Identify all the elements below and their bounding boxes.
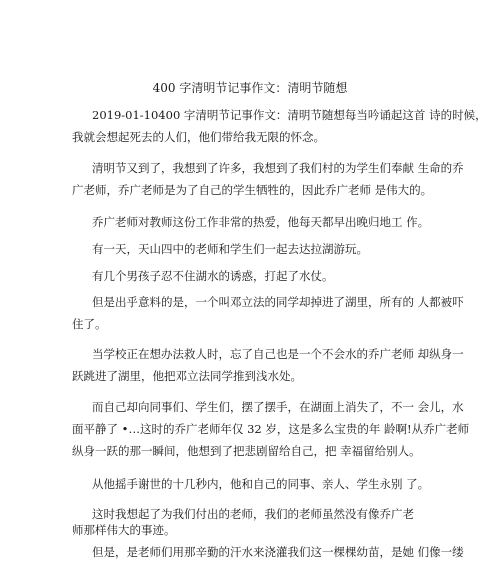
paragraph-10 (72, 506, 432, 538)
paragraph-line: 跃跳进了湖里，他把邓立法同学推到浅水处。 (72, 369, 302, 383)
paragraph-line: 这时我想起了为我们付出的老师，我们的老师虽然没有像乔广老 (92, 507, 414, 521)
paragraph-8 (72, 396, 470, 462)
paragraph-line: 广老师，乔广老师是为了自己的学生牺牲的，因此乔广老师 是伟大的。 (72, 183, 433, 197)
paragraph-line: 当学校正在想办法救人时，忘了自己也是一个不会水的乔广老师 却纵身一 (92, 347, 464, 361)
paragraph-line: 我就会想起死去的人们，他们带给我无限的怀念。 (72, 130, 325, 144)
paragraph-line: 乔广老师对教师这份工作非常的热爱，他每天都早出晚归地工 作。 (92, 215, 430, 229)
paragraph-line: 清明节又到了，我想到了许多，我想到了我们村的为学生们奉献 生命的乔 (92, 161, 464, 175)
paragraph-1 (72, 104, 487, 148)
paragraph-line: 有几个男孩子忍不住湖水的诱惑，打起了水仗。 (92, 269, 334, 283)
paragraph-3 (72, 211, 432, 233)
paragraph-line: 但是出乎意料的是，一个叫邓立法的同学却掉进了湖里，所有的 人都被吓 (92, 295, 464, 309)
paragraph-line: 面平静了 •…这时的乔广老师年仅 32 岁，这是多么宝贵的年 龄啊!从乔广老师 (72, 422, 470, 436)
paragraph-line: 师那样伟大的事迹。 (72, 523, 176, 537)
paragraph-5 (72, 265, 432, 287)
paragraph-7 (72, 343, 464, 387)
paragraph-9 (72, 473, 432, 495)
paragraph-line: 纵身一跃的那一瞬间，他想到了把悲剧留给自己，把 幸福留给别人。 (72, 444, 421, 458)
paragraph-line: 有一天，天山四中的老师和学生们一起去达拉湖游玩。 (92, 242, 368, 256)
paragraph-11 (72, 541, 464, 563)
paragraph-line: 2019-01-10400 字清明节记事作文：清明节随想每当吟诵起这首 诗的时候， (92, 108, 487, 122)
paragraph-6 (72, 291, 464, 335)
paragraph-line: 但是，是老师们用那辛勤的汗水来浇灌我们这一棵棵幼苗，是她 们像一缕 (92, 545, 464, 559)
document-title: 400 字清明节记事作文：清明节随想 (152, 81, 348, 95)
paragraph-line: 而自己却向同事们、学生们，摆了摆手，在湖面上消失了，不一 会儿，水 (92, 400, 464, 414)
paragraph-4 (72, 238, 432, 260)
paragraph-line: 住了。 (72, 317, 107, 331)
paragraph-2 (72, 157, 464, 201)
paragraph-line: 从他摇手谢世的十几秒内，他和自己的同事、亲人、学生永别 了。 (92, 477, 430, 491)
